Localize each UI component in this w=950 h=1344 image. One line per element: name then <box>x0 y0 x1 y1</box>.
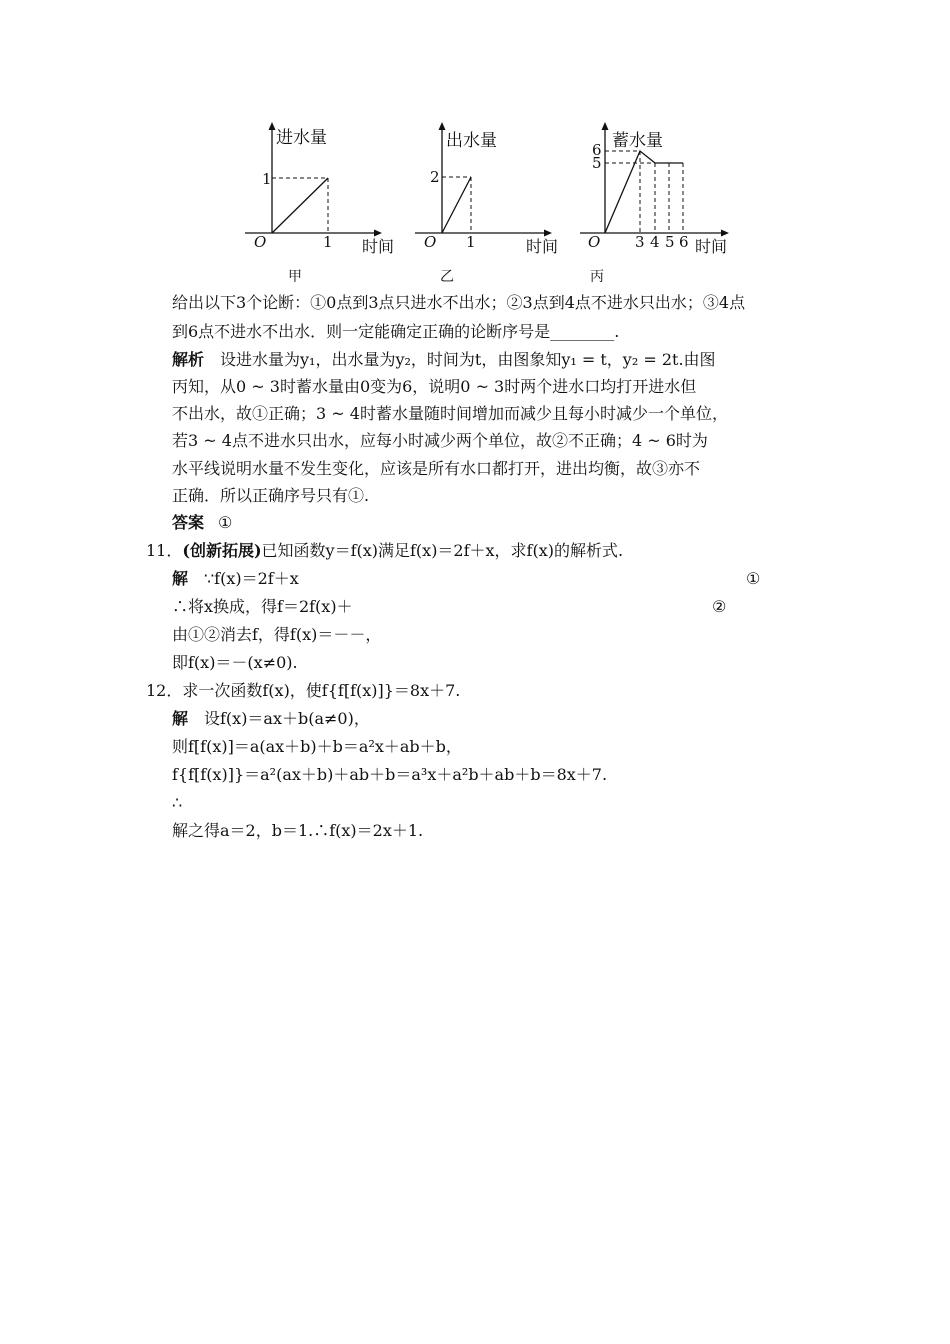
origin-label: O <box>588 233 601 251</box>
analysis-line: 水平线说明水量不发生变化，应该是所有水口都打开，进出均衡，故③亦不 <box>172 459 701 478</box>
problem12-stem <box>146 681 460 701</box>
x-tick-label-4: 4 <box>650 233 660 251</box>
y-axis-arrow <box>439 122 446 130</box>
solution-step: f{f[f(x)]}＝a²(ax＋b)＋ab＋b＝a³x＋a²b＋ab＋b＝8x＋7. <box>172 765 608 784</box>
analysis-label: 解析 <box>172 350 205 369</box>
solution-step: 由①②消去f，得f(x)＝－－， <box>172 625 382 644</box>
problem-stem: 求一次函数f(x)，使f{f[f(x)]}＝8x＋7. <box>182 681 461 700</box>
problem10-line2 <box>172 322 619 342</box>
solution-step: ∴ <box>172 793 183 812</box>
solution-label: 解 <box>172 569 189 588</box>
analysis-line: 若3 ~ 4点不进水只出水，应每小时减少两个单位，故②不正确；4 ~ 6时为 <box>172 431 708 450</box>
data-line <box>442 177 471 233</box>
equation-mark: ② <box>712 597 727 616</box>
y-tick-label-6: 6 <box>592 141 602 159</box>
y-tick-label: 1 <box>262 170 272 188</box>
x-tick-label: 1 <box>466 233 476 251</box>
y-tick-label: 2 <box>430 168 440 186</box>
solution-step: 解之得a＝2，b＝1.∴f(x)＝2x＋1. <box>172 821 424 840</box>
answer-blank: ________ <box>550 322 615 341</box>
problem-number: 12． <box>146 681 183 700</box>
graph-caption: 丙 <box>590 269 604 285</box>
solution-step: ∵f(x)＝2f＋x <box>204 569 299 588</box>
equation-mark: ① <box>746 569 761 588</box>
x-tick-label-6: 6 <box>679 233 689 251</box>
solution-label: 解 <box>172 709 189 728</box>
y-axis-title: 出水量 <box>446 131 497 151</box>
solution-step: ∴将x换成，得f＝2f(x)＋ <box>172 597 353 616</box>
y-axis-arrow <box>269 122 276 130</box>
x-tick-label: 1 <box>323 233 333 251</box>
problem10-line1: 给出以下3个论断：①0点到3点只进水不出水；②3点到4点不进水只出水；③4点 <box>172 293 746 312</box>
graph-caption: 甲 <box>288 269 302 285</box>
analysis-line: 不出水，故①正确；3 ~ 4时蓄水量随时间增加而减少且每小时减少一个单位， <box>172 404 728 423</box>
x-tick-label-5: 5 <box>665 233 675 251</box>
data-line <box>272 178 328 233</box>
y-axis-title: 蓄水量 <box>612 131 663 151</box>
problem11-stem <box>146 541 623 561</box>
x-axis-title: 时间 <box>526 237 559 256</box>
analysis-line: 设进水量为y₁，出水量为y₂，时间为t，由图象知y₁ = t，y₂ = 2t.由图 <box>220 350 716 369</box>
answer-value: ① <box>218 513 233 532</box>
analysis-line: 正确．所以正确序号只有①. <box>172 486 370 505</box>
solution-step: 即f(x)＝－(x≠0). <box>172 653 298 672</box>
y-axis-arrow <box>602 122 609 130</box>
solution-step: 设f(x)＝ax＋b(a≠0)， <box>204 709 370 728</box>
x-tick-label-3: 3 <box>635 233 645 251</box>
x-axis-title: 时间 <box>695 237 728 256</box>
analysis-line: 丙知，从0 ~ 3时蓄水量由0变为6，说明0 ~ 3时两个进水口均打开进水但 <box>172 377 697 396</box>
problem10-line2-text: 到6点不进水不出水．则一定能确定正确的论断序号是 <box>172 322 551 341</box>
origin-label: O <box>424 233 437 251</box>
origin-label: O <box>254 233 267 251</box>
x-axis-title: 时间 <box>362 237 395 256</box>
y-tick-label-5: 5 <box>592 154 602 172</box>
solution-step: 则f[f(x)]＝a(ax＋b)＋b＝a²x＋ab＋b， <box>172 737 462 756</box>
problem-stem: 已知函数y＝f(x)满足f(x)＝2f＋x，求f(x)的解析式. <box>261 541 624 560</box>
problem10-line2-end: . <box>614 322 620 341</box>
problem-number: 11． <box>146 541 183 560</box>
problem-tag: (创新拓展) <box>182 541 262 560</box>
graph-caption: 乙 <box>440 269 454 285</box>
y-axis-title: 进水量 <box>276 128 327 148</box>
answer-label: 答案 <box>172 513 205 532</box>
